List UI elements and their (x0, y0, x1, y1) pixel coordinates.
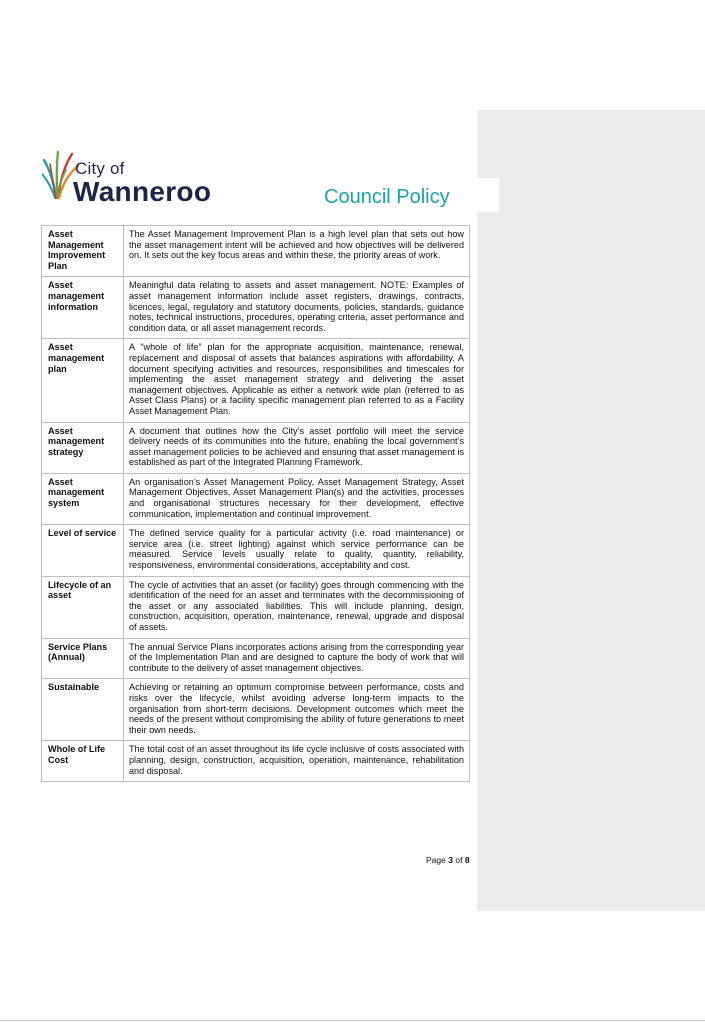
page-bottom-divider (0, 1020, 705, 1021)
definition-term: Service Plans (Annual) (42, 638, 124, 679)
definition-term: Asset Management Improvement Plan (42, 226, 124, 277)
definition-text: The cycle of activities that an asset (or facility) goes through commencing with the identification of the need for an asset and terminates with the decommissioning of the asset or any associated liabilities. This will include planning, design, construction, acquisition, operation, maintenance, renewal, upgrade and disposal of assets. (124, 576, 470, 638)
definition-term: Sustainable (42, 679, 124, 741)
margin-panel-notch (477, 178, 499, 212)
city-of-wanneroo-logo (42, 144, 212, 208)
table-row (42, 525, 470, 576)
definition-text: The Asset Management Improvement Plan is a high level plan that sets out how the asset management intent will be achieved and how objectives will be delivered on. It sets out the key focus areas and within these, the priority areas of work. (124, 226, 470, 277)
table-row (42, 339, 470, 422)
table-row (42, 277, 470, 339)
definition-term: Asset management plan (42, 339, 124, 422)
table-row (42, 422, 470, 473)
definition-term: Asset management strategy (42, 422, 124, 473)
table-row (42, 679, 470, 741)
definition-text: The annual Service Plans incorporates actions arising from the corresponding year of the Implementation Plan and are designed to capture the body of work that will contribute to the delivery of asset management objectives. (124, 638, 470, 679)
definition-term: Asset management information (42, 277, 124, 339)
definition-term: Lifecycle of an asset (42, 576, 124, 638)
comment-margin-panel (477, 110, 705, 911)
definitions-table-body (42, 226, 470, 782)
table-row (42, 576, 470, 638)
page-number (426, 855, 470, 865)
table-row (42, 226, 470, 277)
definition-text: An organisation’s Asset Management Policy, Asset Management Strategy, Asset Management Objectives, Asset Management Plan(s) and the activities, processes and organisational structures necessary for their development, effective communication, implementation and continual improvement. (124, 473, 470, 524)
definition-term: Whole of Life Cost (42, 741, 124, 782)
definition-text: The defined service quality for a particular activity (i.e. road maintenance) or service area (i.e. street lighting) against which service performance can be measured. Service levels usually relate to quality, quantity, reliability, responsiveness, environmental considerations, acceptability and cost. (124, 525, 470, 576)
definition-term: Level of service (42, 525, 124, 576)
definition-text: The total cost of an asset throughout its life cycle inclusive of costs associated with planning, design, construction, acquisition, operation, maintenance, rehabilitation and disposal. (124, 741, 470, 782)
definition-text: A document that outlines how the City’s asset portfolio will meet the service delivery needs of its communities into the future, enabling the local government’s asset management policies to be achieved and ensuring that asset management is established as part of the Integrated Planning Framework. (124, 422, 470, 473)
definition-text: A “whole of life” plan for the appropriate acquisition, maintenance, renewal, replacement and disposal of assets that balances aspirations with affordability. A document specifying activities and resources, responsibilities and timescales for implementing the asset management strategy and delivering the asset management objectives. Applicable as either a network wide plan (referred to as Asset Class Plans) or a facility specific management plan referred to as a Facility Asset Management Plan. (124, 339, 470, 422)
logo-name-text: Wanneroo (73, 176, 212, 207)
logo-city-text: City of (75, 159, 125, 178)
document-type-title: Council Policy (324, 186, 450, 208)
definition-term: Asset management system (42, 473, 124, 524)
definition-text: Achieving or retaining an optimum compromise between performance, costs and risks over the lifecycle, whilst avoiding adverse long-term impacts to the organisation from short-term decisions. Development outcomes which meet the needs of the present without compromising the ability of future generations to meet their own needs. (124, 679, 470, 741)
total-pages: 8 (464, 855, 470, 865)
table-row (42, 473, 470, 524)
table-row (42, 741, 470, 782)
of-label: of (455, 855, 463, 865)
page-label: Page (426, 855, 446, 865)
definitions-table (41, 225, 470, 782)
definition-text: Meaningful data relating to assets and asset management. NOTE: Examples of asset management information include asset registers, drawings, contracts, licences, legal, regulatory and statutory documents, policies, standards, guidance notes, technical instructions, procedures, operating criteria, asset performance and condition data, or all asset management records. (124, 277, 470, 339)
current-page: 3 (448, 855, 453, 865)
table-row (42, 638, 470, 679)
